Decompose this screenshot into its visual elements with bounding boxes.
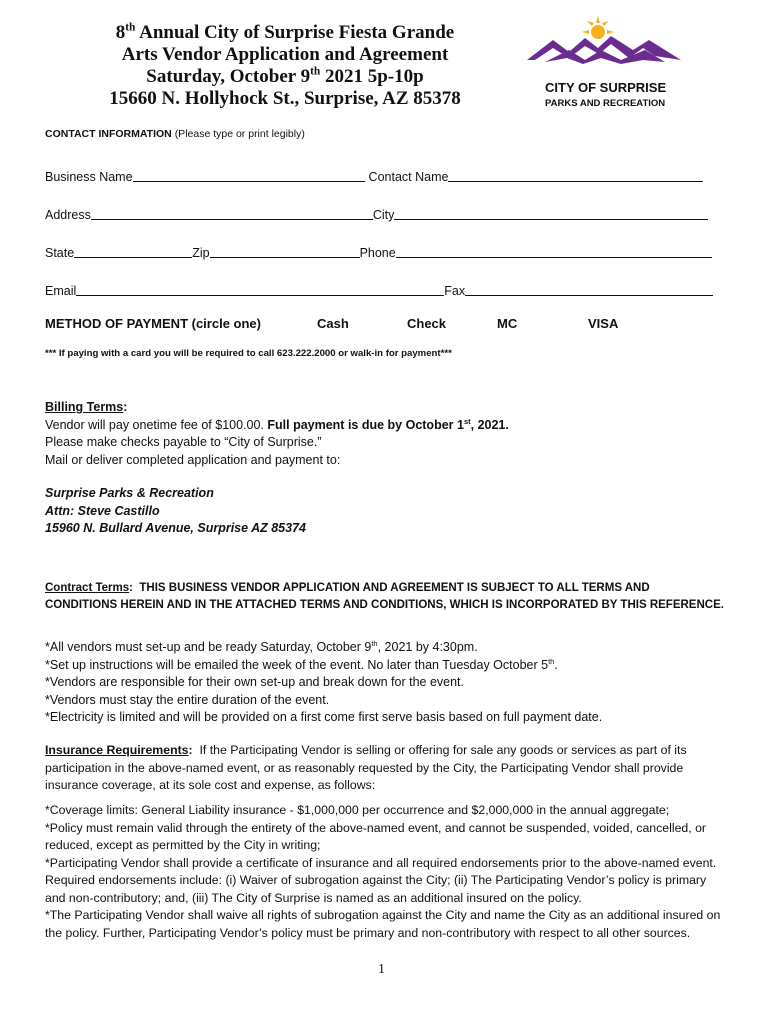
payment-option-mc[interactable]: MC: [497, 316, 518, 331]
contract-terms-section: Contract Terms: THIS BUSINESS VENDOR APPLICATION AND AGREEMENT IS SUBJECT TO ALL TERMS AND CONDITIONS HEREIN AND IN THE ATTACHED TERMS AND CONDITIONS, WHICH IS INCORPORATED BY THIS REFERENCE.: [45, 582, 724, 611]
mountain-sun-icon: [525, 16, 685, 78]
insurance-points: *Coverage limits: General Liability insurance - $1,000,000 per occurrence and $2,000,000 in the annual aggregate; *Policy must remain valid through the entirety of the above-named event, and cannot be suspended, voided, cancelled, or reduced, except as permitted by the City in writing; *Participating Vendor shall provide a certificate of insurance and all required endorsements prior to the above-named event. Required endorsements include: (i) Waiver of subrogation against the City; (ii) The Participating Vendor’s policy is primary and non-contributory; and, (iii) The City of Surprise is named as an additional insured on the policy. *The Participating Vendor shall waive all rights of subrogation against the City and name the City as an additional insured on the policy. Further, Participating Vendor’s policy must be primary and non-contributory with respect to all other sources.: [45, 803, 721, 940]
payment-method-label: METHOD OF PAYMENT (circle one): [45, 316, 261, 331]
email-field[interactable]: [76, 281, 444, 296]
contact-info-heading: CONTACT INFORMATION (Please type or print legibly): [45, 128, 305, 140]
state-field[interactable]: [74, 243, 192, 258]
row-address-city: [45, 200, 720, 222]
contract-terms-heading: Contract Terms: [45, 582, 130, 594]
row-state-zip-phone: [45, 238, 720, 260]
payment-option-cash[interactable]: Cash: [317, 316, 349, 331]
phone-field[interactable]: [396, 243, 712, 258]
billing-terms-section: Billing Terms: Vendor will pay onetime fee of $100.00. Full payment is due by October 1st, 2021. Please make checks payable to “City of Surprise.” Mail or deliver completed application and payment to:: [45, 400, 509, 467]
email-label: Email: [45, 284, 77, 298]
business-name-label: Business Name: [45, 170, 133, 184]
fax-field[interactable]: [465, 281, 713, 296]
mailing-address: Surprise Parks & Recreation Attn: Steve Castillo 15960 N. Bullard Avenue, Surprise AZ 85374: [45, 486, 306, 535]
logo-subtitle: PARKS AND RECREATION: [545, 98, 666, 109]
card-payment-note: *** If paying with a card you will be required to call 623.222.2000 or walk-in for payment***: [45, 348, 452, 359]
document-title: 8th Annual City of Surprise Fiesta Grande Arts Vendor Application and Agreement Saturday, October 9th 2021 5p-10p 15660 N. Hollyhock St., Surprise, AZ 85378: [109, 21, 461, 109]
contract-bullets: *All vendors must set-up and be ready Saturday, October 9th, 2021 by 4:30pm. *Set up instructions will be emailed the week of the event. No later than Tuesday October 5th. *Vendors are responsible for their own set-up and break down for the event. *Vendors must stay the entire duration of the event. *Electricity is limited and will be provided on a first come first serve basis based on full payment date.: [45, 638, 603, 724]
city-field[interactable]: [394, 205, 708, 220]
billing-terms-heading: Billing Terms: [45, 400, 124, 414]
business-name-field[interactable]: [133, 167, 365, 182]
payment-option-visa[interactable]: VISA: [588, 316, 619, 331]
city-of-surprise-logo: [525, 16, 685, 112]
state-label: State: [45, 246, 75, 260]
page-number: 1: [378, 962, 385, 977]
zip-label: Zip: [192, 246, 210, 260]
contact-name-label: Contact Name: [368, 170, 449, 184]
city-label: City: [372, 208, 395, 222]
row-business-contact: [45, 162, 720, 184]
row-email-fax: [45, 276, 720, 298]
payment-option-check[interactable]: Check: [407, 316, 447, 331]
logo-name: CITY OF SURPRISE: [545, 80, 667, 95]
phone-label: Phone: [359, 246, 396, 260]
insurance-heading: Insurance Requirements: [45, 743, 189, 757]
zip-field[interactable]: [210, 243, 360, 258]
address-label: Address: [45, 208, 91, 222]
contact-name-field[interactable]: [448, 167, 703, 182]
fax-label: Fax: [444, 284, 466, 298]
insurance-section: Insurance Requirements: If the Participating Vendor is selling or offering for sale any goods or services as part of its participation in the above-named event, or as reasonably requested by the City, the Participating Vendor shall provide insurance coverage, at its sole cost and expense, as follows:: [45, 743, 687, 792]
address-field[interactable]: [91, 205, 373, 220]
